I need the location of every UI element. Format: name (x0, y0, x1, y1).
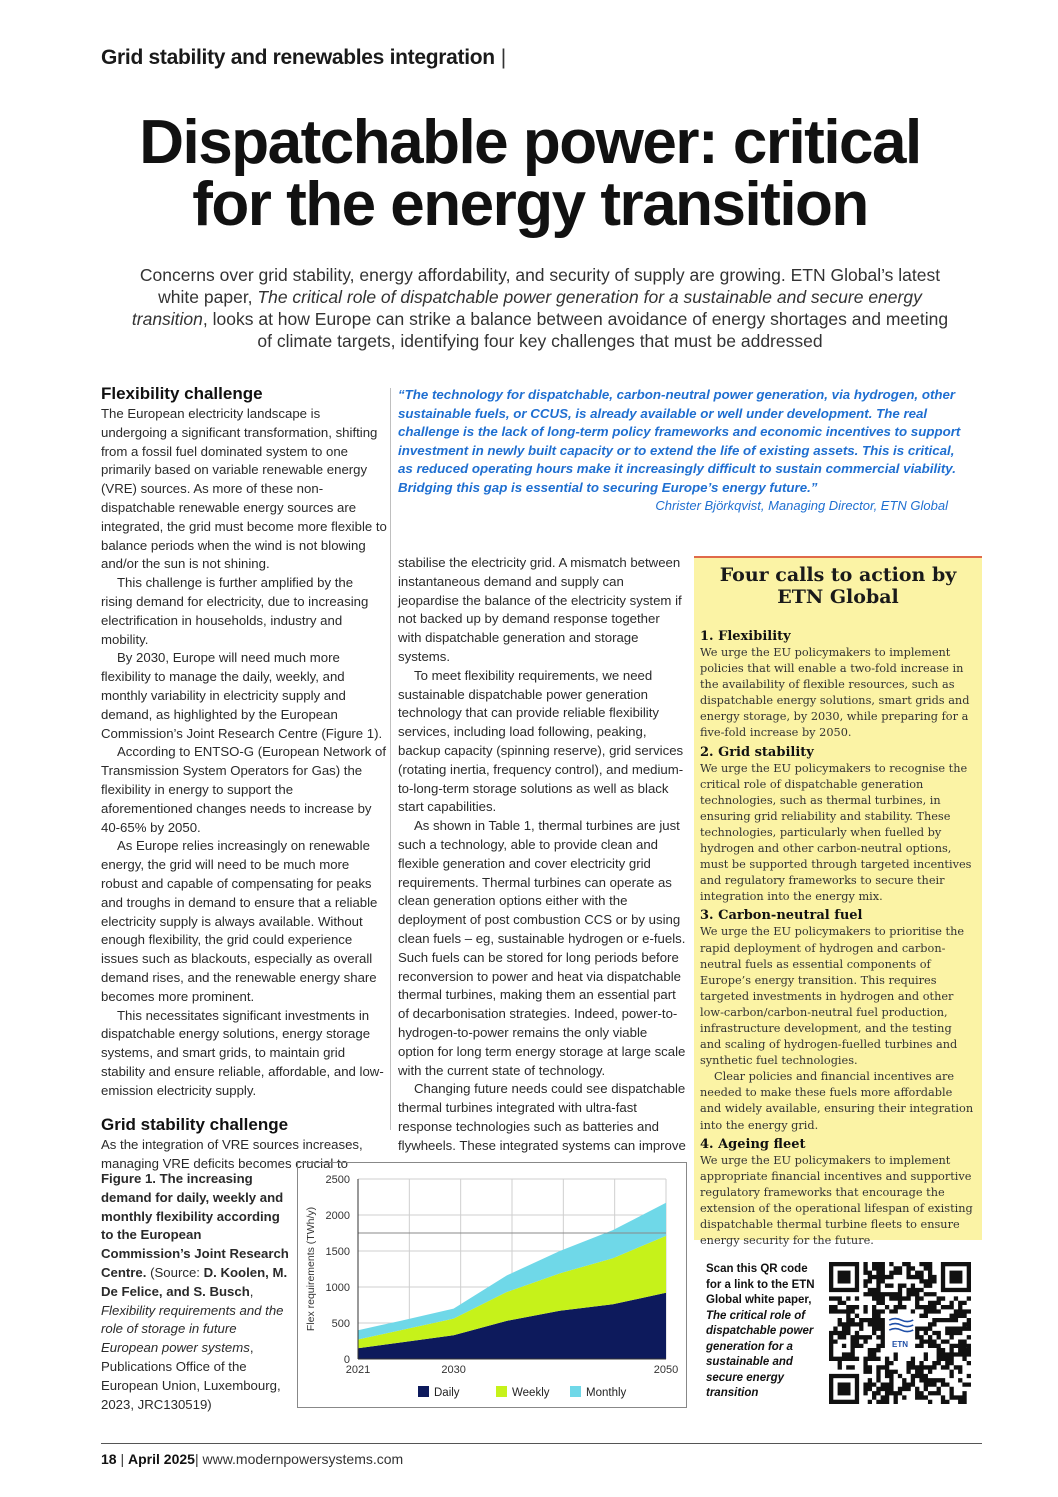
section-label-text: Grid stability and renewables integration (101, 46, 495, 69)
legend-swatch-daily (418, 1386, 429, 1397)
cta-text: We urge the EU policymakers to recognise the critical role of dispatchable generation technologies, such as thermal turbines, in ensuring grid reliability and stability. These technologies, particularly when fuelled by hydrogen and other carbon-neutral options, must be supported through targeted incentives and regulatory frameworks to secure their integration into the energy mix. (700, 761, 972, 904)
paragraph: This necessitates significant investments in dispatchable energy solutions, energy storage systems, and smart grids, to maintain grid stability and ensure reliable, affordable, and low-emission electricity supply. (101, 1007, 384, 1098)
pull-quote: “The technology for dispatchable, carbon-neutral power generation, via hydrogen, other sustainable fuels, or CCUS, is already available or well under development. The real challenge is the lack of long-term policy frameworks and economic incentives to support investment in newly built capacity or to extend the life of existing assets. This is critical, as reduced operating hours make it increasingly difficult to sustain commercial viability. Bridging this gap is essential to securing Europe’s energy future.” (398, 387, 961, 495)
flex-chart-svg (298, 1163, 686, 1407)
column-1 (101, 383, 387, 1174)
y-tick-label: 2000 (325, 1210, 350, 1222)
headline (60, 108, 1000, 239)
footer (101, 1451, 403, 1467)
section-separator: | (500, 46, 506, 69)
paragraph: stabilise the electricity grid. A mismatch between instantaneous demand and supply can jeopardise the balance of the electricity system if not backed up by demand response together with dispatchable generation and storage systems. (398, 555, 682, 664)
footer-separator: | (120, 1451, 125, 1467)
legend-swatch-monthly (570, 1386, 581, 1397)
subheading-grid-stability: Grid stability challenge (101, 1115, 289, 1135)
paragraph: As shown in Table 1, thermal turbines are just such a technology, able to provide clean and flexible generation and cover electricity grid requirements. Thermal turbines can operate as clean generation options either with the deployment of post combustion CCS or by using clean fuels – eg, sustainable hydrogen or e-fuels. Such fuels can be stored for long periods before reconversion to power and heat via dispatchable thermal turbines, making them an essential part of decarbonisation strategies. Indeed, power-to-hydrogen-to-power remains the only viable option for long term energy storage at large scale with the current state of technology. (398, 818, 686, 1078)
standfirst-text-end: , looks at how Europe can strike a balance between avoidance of energy shortages and meeting of climate targets, identifying four key challenges that must be addressed (202, 309, 949, 351)
figure-caption-authors: D. Koolen, M. De Felice, and S. Busch (101, 1264, 288, 1299)
figure-caption (101, 1170, 293, 1414)
cta-heading-ageing-fleet: 4. Ageing fleet (700, 1136, 806, 1152)
y-tick-label: 1500 (325, 1246, 350, 1258)
x-tick-label: 2050 (653, 1364, 679, 1376)
column-divider (390, 388, 391, 1130)
figure-caption-title: Figure 1. The increasing demand for daily, weekly and monthly flexibility according to the European Commission’s Joint Research Centre. (101, 1171, 289, 1280)
figure-1-chart (297, 1162, 687, 1408)
section-label (101, 46, 506, 70)
qr-finder-pattern (829, 1374, 859, 1404)
qr-finder-pattern (829, 1262, 859, 1292)
qr-caption-text: Scan this QR code for a link to the ETN Global white paper, (706, 1263, 815, 1306)
y-tick-label: 500 (331, 1318, 350, 1330)
y-tick-label: 1000 (325, 1282, 350, 1294)
cta-title-line-1: Four calls to action by (719, 564, 957, 586)
legend-label-daily: Daily (434, 1387, 460, 1399)
paragraph: By 2030, Europe will need much more flexibility to manage the daily, weekly, and monthly variability in electricity supply and demand, as highlighted by the European Commission’s Joint Research Centre (Figure 1). (101, 650, 383, 741)
paragraph: The European electricity landscape is undergoing a significant transformation, shifting from a fossil fuel dominated system to one primarily based on variable renewable energy (VRE) sources. As more of these non-dispatchable renewable energy sources are integrated, the grid must become more flexible to balance periods when the wind is not blowing and/or the sun is not shining. (101, 406, 387, 572)
column-2 (398, 554, 686, 1156)
y-tick-label: 0 (343, 1354, 350, 1366)
paragraph: This challenge is further amplified by the rising demand for electricity, due to increasing electrification in households, industry and mobility. (101, 575, 369, 647)
cta-text: Clear policies and financial incentives are needed to make these fuels more affordable and widely available, ensuring their integration into the energy grid. (700, 1070, 974, 1132)
figure-caption-publisher: , Publications Office of the European Union, Luxembourg, 2023, JRC130519) (101, 1340, 281, 1412)
quote-attribution: Christer Björkqvist, Managing Director, ETN Global (655, 498, 948, 513)
cta-title-line-2: ETN Global (777, 586, 899, 608)
legend-label-monthly: Monthly (586, 1387, 627, 1399)
cta-text: We urge the EU policymakers to implement appropriate financial incentives and supportive regulatory frameworks that encourage the extension of the operational lifespan of existing dispatchable thermal turbine fleets to ensure energy security for the future. (700, 1153, 973, 1248)
figure-caption-source: (Source: (146, 1264, 204, 1280)
paragraph: As the integration of VRE sources increases, managing VRE deficits becomes crucial to (101, 1137, 363, 1172)
cta-text: We urge the EU policymakers to prioritise the rapid deployment of hydrogen and carbon-neutral fuels as essential components of Europe’s energy transition. This requires targeted investments in hydrogen and other low-carbon/carbon-neutral fuel production, infrastructure development, and the testing and scaling of hydrogen-fuelled turbines and synthetic fuel technologies. (700, 925, 965, 1068)
issue-date: April 2025 (128, 1451, 195, 1467)
page-number: 18 (101, 1451, 117, 1467)
x-tick-label: 2021 (345, 1364, 371, 1376)
footer-rule (101, 1443, 982, 1444)
figure-caption-work: Flexibility requirements and the role of storage in future European power systems (101, 1302, 284, 1356)
white-paper-title: The critical role of dispatchable power generation for a sustainable and secure energy transition (131, 287, 922, 329)
y-tick-label: 2500 (325, 1174, 350, 1186)
headline-line-2: for the energy transition (192, 170, 868, 239)
cta-heading-flexibility: 1. Flexibility (700, 629, 791, 644)
paragraph: According to ENTSO-G (European Network of Transmission System Operators for Gas) the flexibility in energy to support the aforementioned changes needs to increase by 40-65% by 2050. (101, 744, 386, 835)
paragraph: Changing future needs could see dispatchable thermal turbines integrated with ultra-fast response technologies such as batteries and flywheels. These integrated systems can improve (398, 1081, 686, 1153)
subheading-flexibility: Flexibility challenge (101, 384, 263, 403)
cta-text: We urge the EU policymakers to implement policies that will enable a two-fold increase in the availability of flexible resources, such as dispatchable energy solutions, smart grids and energy storage, by 2030, while preparing for a five-fold increase by 2050. (700, 646, 970, 740)
cta-heading-carbon-neutral-fuel: 3. Carbon-neutral fuel (700, 908, 863, 924)
calls-to-action-box (694, 556, 982, 1248)
website-link[interactable]: www.modernpowersystems.com (202, 1451, 404, 1467)
etn-logo-text: ETN (892, 1340, 908, 1350)
qr-code-graphic (829, 1262, 971, 1404)
legend-swatch-weekly (496, 1386, 507, 1397)
standfirst-text: Concerns over grid stability, energy affordability, and security of supply are growing. ETN Global’s latest white paper, (139, 265, 941, 307)
qr-finder-pattern (941, 1262, 971, 1292)
qr-caption (706, 1262, 816, 1402)
headline-line-1: Dispatchable power: critical (139, 108, 921, 177)
paragraph: To meet flexibility requirements, we need sustainable dispatchable power generation technology that can provide reliable flexibility services, including load following, peaking, backup capacity (spinning reserve), grid services (rotating inertia, frequency control), and medium-to-long-term storage solutions as well as black start capabilities. (398, 667, 684, 815)
cta-title (694, 564, 982, 608)
cta-heading-grid-stability: 2. Grid stability (700, 744, 814, 760)
legend-label-weekly: Weekly (512, 1387, 550, 1399)
standfirst (130, 264, 950, 352)
qr-code[interactable] (829, 1262, 971, 1404)
y-axis-label: Flex requirements (TWh/y) (305, 1206, 317, 1332)
paragraph: As Europe relies increasingly on renewable energy, the grid will need to be much more robust and capable of compensating for peaks and troughs in demand to ensure that a reliable electricity supply is always available. Without enough flexibility, the grid could experience issues such as blackouts, especially as overall demand rises, and the renewable energy share becomes more prominent. (101, 838, 378, 1004)
qr-caption-title: The critical role of dispatchable power generation for a sustainable and secure energy transition (706, 1309, 814, 1399)
x-tick-label: 2030 (441, 1364, 466, 1376)
footer-separator: | (194, 1451, 199, 1467)
figure-caption-comma: , (249, 1283, 254, 1299)
